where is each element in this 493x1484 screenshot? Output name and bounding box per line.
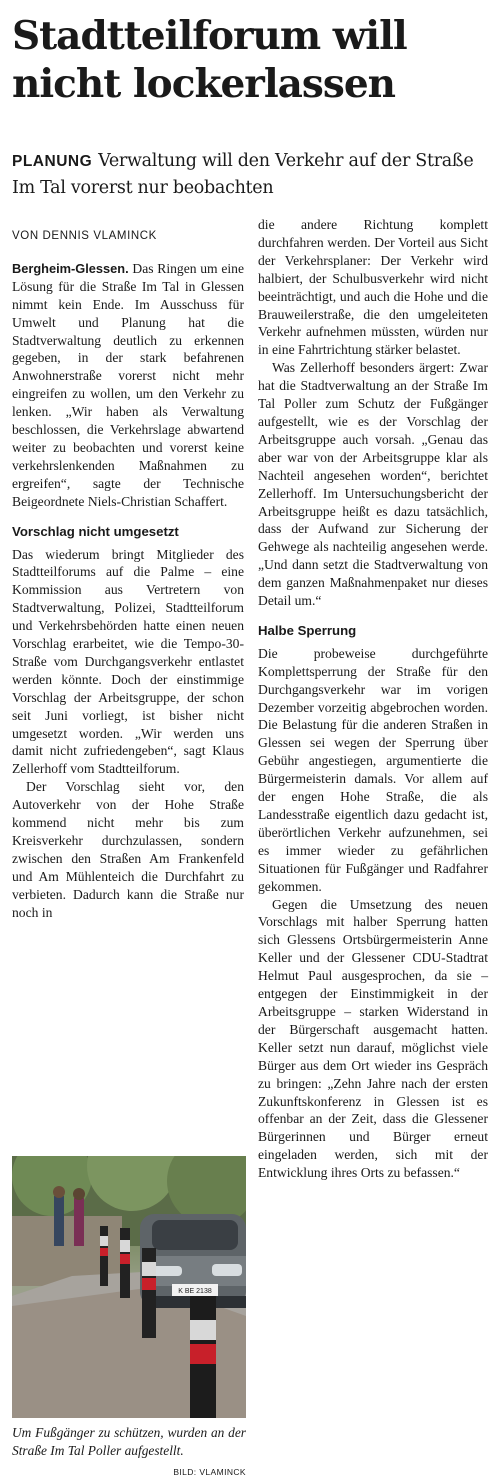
byline: VON DENNIS VLAMINCK xyxy=(12,230,157,242)
paragraph-7: Gegen die Umsetzung des neuen Vorschlags mit halber Sperrung hatten sich Glessens Ortsbürgermeisterin Anne Keller und der Glessener CDU-Stadtrat Helmut Paul ausgesprochen, da sie – entgegen der Einstimmigkeit in der Arbeitsgruppe – starken Widerstand in der Bürgerschaft ausgemacht hatten. Keller setzt nun darauf, möglichst viele Bürger aus dem Ort wieder ins Gespräch zu bringen: „Zehn Jahre nach der ersten Zukunftskonferenz in Glessen ist es offenbar an der Zeit, dass die Glessener Bürgerinnen und Bürger erneut eingeladen werden, sich mit der Entwicklung ihres Orts zu befassen.“ xyxy=(258,896,488,1181)
photo-caption xyxy=(12,1424,246,1482)
column-left xyxy=(12,228,244,922)
column-right xyxy=(258,216,488,1182)
paragraph-intro xyxy=(12,260,244,511)
paragraph-3: Der Vorschlag sieht vor, den Autoverkehr von der Hohe Straße kommend nicht mehr bis zum Kreisverkehr durchzulassen, sondern zwischen den Straßen Am Frankenfeld und Am Mühlenteich die Durchfahrt zu verbieten. Dadurch kann die Straße nur noch in xyxy=(12,779,244,920)
subheading-vorschlag: Vorschlag nicht umgesetzt xyxy=(12,523,179,539)
paragraph-6: Die probeweise durchgeführte Komplettsperrung der Straße für den Durchgangsverkehr war im vorigen Dezember vorzeitig abgebrochen worden. Die Belastung für die anderen Straßen in Glessen sei wegen der Sperrung über Gebühr angestiegen, argumentierte die Bürgermeisterin damals. Vor allem auf der engen Hohe Straße, die als Landesstraße eigentlich dazu gedacht ist, überörtlichen Verkehr aufzunehmen, sei es immer wieder zu gefährlichen Situationen für Fußgänger und Radfahrer gekommen. xyxy=(258,645,488,894)
photo-credit: BILD: VLAMINCK xyxy=(173,1467,246,1477)
bollards-street-photo xyxy=(12,1156,246,1418)
headline-line-2: nicht lockerlassen xyxy=(12,61,395,107)
dateline: Bergheim-Glessen. xyxy=(12,260,129,276)
paragraph-5: Was Zellerhoff besonders ärgert: Zwar hat die Stadtverwaltung an der Straße Im Tal Poller zum Schutz der Fußgänger aufgestellt, wie es der Vorschlag der Arbeitsgruppe auch vorsah. „Genau das aber war von der Arbeitsgruppe klar als Nachteil angesehen worden“, berichtet Zellerhoff. Im Untersuchungsbericht der Arbeitsgruppe heißt es dazu tatsächlich, dass der Aufwand zur Sicherung der Gehwege als nachteilig angesehen werde. „Und dann setzt die Stadtverwaltung von dem ganzen Maßnahmenpaket nur dieses Detail um.“ xyxy=(258,360,488,609)
headline xyxy=(12,12,487,108)
intro-text: Das Ringen um eine Lösung für die Straße Im Tal in Glessen nimmt kein Ende. Im Ausschuss für Umwelt und Planung hat die Stadtverwaltung deutlich zu erkennen gegeben, in der stark befahrenen Anwohnerstraße vorerst nicht mehr eingreifen zu wollen, um den Verkehr zu lenken. „Wir haben als Verwaltung beschlossen, die Verkehrslage abwartend weiter zu beobachten und vorerst keine verkehrslenkenden Maßnahmen zu ergreifen“, sagte der Technische Beigeordnete Niels-Christian Schaffert. xyxy=(12,260,244,509)
caption-text: Um Fußgänger zu schützen, wurden an der Straße Im Tal Poller aufgestellt. xyxy=(12,1425,246,1458)
kicker: PLANUNG xyxy=(12,153,93,170)
subheadline-text: Verwaltung will den Verkehr auf der Straße Im Tal vorerst nur beobachten xyxy=(12,151,474,198)
headline-line-1: Stadtteilforum will xyxy=(12,13,407,59)
paragraph-4: die andere Richtung komplett durchfahren werden. Der Vorteil aus Sicht der Verkehrsplaner: Der Verkehr wird halbiert, der Schulbusverkehr wird nicht beeinträchtigt, und auch die Hohe und die Brauweilerstraße, die den umgeleiteten Verkehr aufnehmen müssten, würden nur in eine Fahrtrichtung stärker belastet. xyxy=(258,217,488,358)
paragraph-2: Das wiederum bringt Mitglieder des Stadtteilforums auf die Palme – eine Kommission aus Vertretern von Stadtverwaltung, Polizei, Stadtteilforum und Verkehrsbehörden hatte einen neuen Vorschlag erarbeitet, wie die Tempo-30-Straße vom Durchgangsverkehr entlastet werden könnte. Doch der einstimmige Vorschlag der Arbeitsgruppe, der schon seit Juni vorliegt, ist bisher nicht umgesetzt worden. „Wir werden uns damit nicht zufriedengeben“, sagt Klaus Zellerhoff vom Stadtteilforum. xyxy=(12,546,244,777)
license-plate: K BE 2138 xyxy=(178,1288,212,1295)
subheading-halbe-sperrung: Halbe Sperrung xyxy=(258,622,357,638)
article-photo xyxy=(12,1156,246,1418)
subheadline xyxy=(12,148,487,202)
